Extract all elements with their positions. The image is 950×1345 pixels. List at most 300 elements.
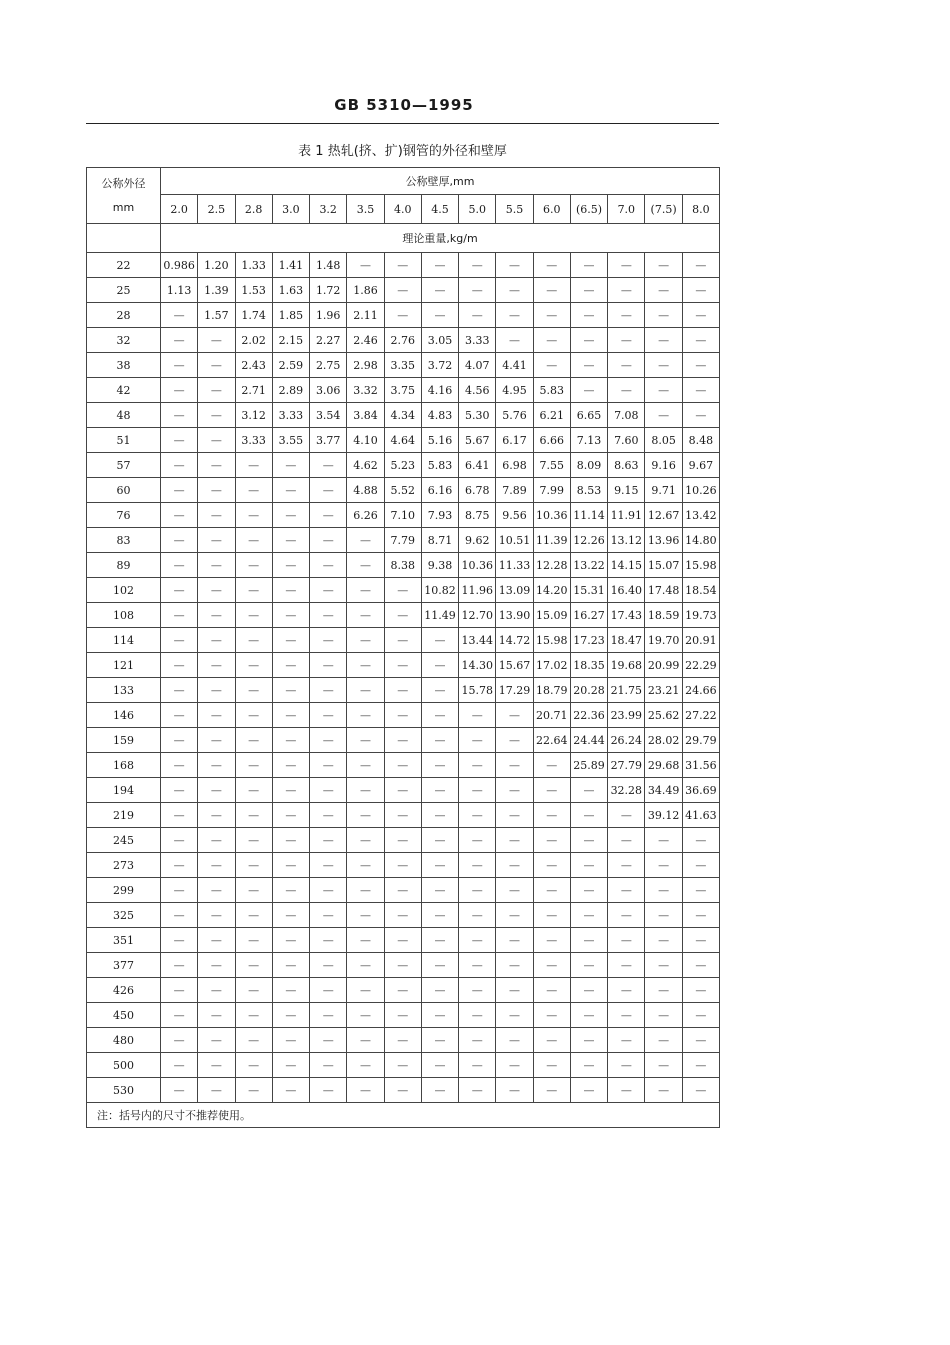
weight-cell: — <box>496 803 533 828</box>
table-row <box>87 603 720 628</box>
weight-cell: 18.54 <box>682 578 719 603</box>
weight-cell: — <box>161 353 198 378</box>
weight-cell: 15.07 <box>645 553 682 578</box>
weight-cell: 2.59 <box>272 353 309 378</box>
weight-cell: 18.47 <box>608 628 645 653</box>
weight-cell: — <box>161 478 198 503</box>
weight-cell: — <box>421 928 458 953</box>
weight-cell: — <box>533 753 570 778</box>
weight-cell: — <box>198 678 235 703</box>
weight-cell: 3.75 <box>384 378 421 403</box>
weight-cell: — <box>682 253 719 278</box>
weight-cell: — <box>198 728 235 753</box>
table-row <box>87 653 720 678</box>
weight-cell: — <box>570 953 607 978</box>
weight-cell: — <box>384 678 421 703</box>
weight-cell: — <box>421 728 458 753</box>
weight-cell: 12.28 <box>533 553 570 578</box>
table-row <box>87 953 720 978</box>
weight-cell: — <box>198 753 235 778</box>
weight-cell: — <box>347 953 384 978</box>
weight-cell: — <box>533 1053 570 1078</box>
weight-cell: 17.29 <box>496 678 533 703</box>
weight-cell: 15.98 <box>533 628 570 653</box>
weight-cell: — <box>384 928 421 953</box>
outer-diameter-cell: 146 <box>87 703 161 728</box>
weight-cell: 4.16 <box>421 378 458 403</box>
weight-cell: — <box>459 303 496 328</box>
weight-cell: — <box>198 528 235 553</box>
weight-cell: — <box>384 828 421 853</box>
weight-cell: — <box>384 253 421 278</box>
weight-cell: — <box>310 1053 347 1078</box>
weight-cell: 1.63 <box>272 278 309 303</box>
table-row <box>87 1053 720 1078</box>
weight-cell: 4.64 <box>384 428 421 453</box>
outer-diameter-cell: 25 <box>87 278 161 303</box>
weight-cell: — <box>161 803 198 828</box>
weight-cell: — <box>682 303 719 328</box>
weight-cell: 4.83 <box>421 403 458 428</box>
weight-cell: — <box>384 878 421 903</box>
weight-cell: 8.38 <box>384 553 421 578</box>
weight-cell: 10.36 <box>533 503 570 528</box>
weight-cell: — <box>459 1028 496 1053</box>
weight-cell: 10.51 <box>496 528 533 553</box>
weight-cell: 1.96 <box>310 303 347 328</box>
weight-cell: — <box>608 953 645 978</box>
weight-cell: — <box>533 828 570 853</box>
weight-cell: — <box>682 378 719 403</box>
weight-cell: — <box>645 278 682 303</box>
weight-cell: — <box>347 1003 384 1028</box>
weight-cell: — <box>198 878 235 903</box>
weight-cell: — <box>198 478 235 503</box>
weight-cell: — <box>570 903 607 928</box>
weight-cell: 11.96 <box>459 578 496 603</box>
weight-cell: 11.39 <box>533 528 570 553</box>
outer-diameter-cell: 48 <box>87 403 161 428</box>
weight-cell: — <box>645 1003 682 1028</box>
table-row <box>87 478 720 503</box>
weight-cell: — <box>347 528 384 553</box>
weight-cell: — <box>310 978 347 1003</box>
weight-cell: 3.33 <box>272 403 309 428</box>
weight-cell: — <box>384 703 421 728</box>
weight-cell: — <box>161 878 198 903</box>
weight-cell: — <box>235 728 272 753</box>
weight-cell: 13.09 <box>496 578 533 603</box>
outer-diameter-cell: 245 <box>87 828 161 853</box>
weight-cell: — <box>310 753 347 778</box>
weight-cell: — <box>645 253 682 278</box>
weight-cell: — <box>682 278 719 303</box>
thickness-value: 3.5 <box>347 195 384 224</box>
weight-cell: — <box>161 653 198 678</box>
weight-cell: — <box>459 728 496 753</box>
outer-diameter-cell: 121 <box>87 653 161 678</box>
weight-cell: 1.33 <box>235 253 272 278</box>
thickness-value: 5.0 <box>459 195 496 224</box>
header-rule <box>86 123 719 124</box>
weight-cell: — <box>682 978 719 1003</box>
table-row <box>87 1078 720 1103</box>
weight-cell: — <box>496 278 533 303</box>
weight-cell: 8.75 <box>459 503 496 528</box>
weight-cell: — <box>608 328 645 353</box>
weight-cell: — <box>235 453 272 478</box>
table-row <box>87 1028 720 1053</box>
weight-cell: — <box>682 828 719 853</box>
weight-cell: — <box>198 553 235 578</box>
weight-cell: — <box>459 1003 496 1028</box>
weight-cell: — <box>384 903 421 928</box>
weight-cell: 2.46 <box>347 328 384 353</box>
weight-cell: 4.07 <box>459 353 496 378</box>
weight-cell: — <box>608 978 645 1003</box>
weight-cell: — <box>198 903 235 928</box>
weight-cell: — <box>496 778 533 803</box>
weight-cell: — <box>310 628 347 653</box>
table-row <box>87 578 720 603</box>
weight-cell: 3.35 <box>384 353 421 378</box>
weight-cell: 8.53 <box>570 478 607 503</box>
weight-cell: — <box>347 803 384 828</box>
weight-cell: 13.90 <box>496 603 533 628</box>
weight-cell: — <box>496 953 533 978</box>
weight-cell: — <box>459 1053 496 1078</box>
weight-cell: — <box>272 903 309 928</box>
weight-cell: — <box>496 903 533 928</box>
weight-cell: — <box>533 778 570 803</box>
weight-cell: — <box>533 353 570 378</box>
weight-cell: — <box>570 328 607 353</box>
weight-cell: 11.91 <box>608 503 645 528</box>
weight-cell: — <box>682 953 719 978</box>
weight-cell: — <box>161 403 198 428</box>
weight-cell: — <box>198 603 235 628</box>
weight-cell: — <box>608 303 645 328</box>
weight-cell: 17.43 <box>608 603 645 628</box>
weight-cell: — <box>533 1028 570 1053</box>
weight-cell: — <box>272 453 309 478</box>
weight-cell: 5.83 <box>421 453 458 478</box>
weight-cell: — <box>198 1028 235 1053</box>
weight-cell: — <box>198 953 235 978</box>
weight-cell: 15.09 <box>533 603 570 628</box>
table-row <box>87 903 720 928</box>
od-header-spacer <box>87 224 161 253</box>
weight-cell: 17.48 <box>645 578 682 603</box>
weight-cell: 22.36 <box>570 703 607 728</box>
weight-cell: — <box>235 1053 272 1078</box>
table-row <box>87 928 720 953</box>
weight-cell: 23.99 <box>608 703 645 728</box>
weight-cell: — <box>272 578 309 603</box>
table-row <box>87 678 720 703</box>
weight-cell: 12.26 <box>570 528 607 553</box>
weight-cell: 19.68 <box>608 653 645 678</box>
weight-cell: 29.68 <box>645 753 682 778</box>
weight-cell: 10.82 <box>421 578 458 603</box>
weight-cell: — <box>235 703 272 728</box>
weight-cell: 14.15 <box>608 553 645 578</box>
weight-cell: — <box>235 1028 272 1053</box>
weight-cell: — <box>161 853 198 878</box>
weight-cell: 2.15 <box>272 328 309 353</box>
weight-cell: — <box>533 1078 570 1103</box>
weight-cell: 8.09 <box>570 453 607 478</box>
weight-cell: — <box>272 678 309 703</box>
weight-cell: — <box>310 678 347 703</box>
weight-cell: — <box>272 703 309 728</box>
weight-cell: — <box>533 253 570 278</box>
weight-cell: 12.67 <box>645 503 682 528</box>
table-row <box>87 528 720 553</box>
weight-cell: 14.80 <box>682 528 719 553</box>
weight-cell: 13.42 <box>682 503 719 528</box>
weight-cell: — <box>272 1078 309 1103</box>
weight-cell: 3.55 <box>272 428 309 453</box>
weight-cell: — <box>496 928 533 953</box>
outer-diameter-cell: 194 <box>87 778 161 803</box>
weight-cell: — <box>235 678 272 703</box>
weight-cell: 5.16 <box>421 428 458 453</box>
weight-cell: — <box>570 1003 607 1028</box>
weight-cell: 28.02 <box>645 728 682 753</box>
weight-cell: — <box>645 353 682 378</box>
weight-cell: — <box>496 303 533 328</box>
weight-cell: — <box>496 853 533 878</box>
weight-cell: — <box>347 603 384 628</box>
weight-cell: 5.23 <box>384 453 421 478</box>
weight-cell: — <box>384 728 421 753</box>
weight-cell: 25.62 <box>645 703 682 728</box>
weight-cell: — <box>272 553 309 578</box>
weight-cell: — <box>198 578 235 603</box>
weight-cell: — <box>347 828 384 853</box>
weight-cell: — <box>272 728 309 753</box>
weight-cell: — <box>310 778 347 803</box>
table-row <box>87 453 720 478</box>
weight-cell: — <box>235 578 272 603</box>
weight-cell: 15.67 <box>496 653 533 678</box>
weight-cell: — <box>272 1003 309 1028</box>
weight-cell: 6.17 <box>496 428 533 453</box>
weight-cell: — <box>235 928 272 953</box>
weight-cell: — <box>235 878 272 903</box>
weight-cell: — <box>272 653 309 678</box>
weight-cell: — <box>608 253 645 278</box>
weight-cell: 4.95 <box>496 378 533 403</box>
outer-diameter-cell: 28 <box>87 303 161 328</box>
weight-cell: — <box>682 928 719 953</box>
weight-cell: 11.33 <box>496 553 533 578</box>
weight-cell: — <box>384 603 421 628</box>
weight-cell: — <box>235 953 272 978</box>
weight-cell: 16.40 <box>608 578 645 603</box>
weight-cell: 2.11 <box>347 303 384 328</box>
weight-cell: — <box>496 328 533 353</box>
weight-cell: 6.21 <box>533 403 570 428</box>
weight-cell: — <box>161 703 198 728</box>
weight-cell: — <box>421 253 458 278</box>
outer-diameter-cell: 480 <box>87 1028 161 1053</box>
weight-cell: 29.79 <box>682 728 719 753</box>
weight-cell: — <box>682 1053 719 1078</box>
weight-cell: — <box>459 278 496 303</box>
weight-cell: — <box>347 1028 384 1053</box>
table-row <box>87 403 720 428</box>
weight-cell: — <box>384 1028 421 1053</box>
weight-cell: — <box>570 978 607 1003</box>
weight-cell: 41.63 <box>682 803 719 828</box>
weight-cell: — <box>645 403 682 428</box>
weight-cell: — <box>235 903 272 928</box>
outer-diameter-cell: 51 <box>87 428 161 453</box>
weight-cell: — <box>310 703 347 728</box>
weight-cell: — <box>310 953 347 978</box>
weight-cell: — <box>533 853 570 878</box>
weight-cell: 15.31 <box>570 578 607 603</box>
weight-cell: — <box>272 603 309 628</box>
weight-cell: — <box>421 778 458 803</box>
weight-cell: — <box>608 278 645 303</box>
weight-cell: — <box>682 403 719 428</box>
weight-cell: — <box>310 828 347 853</box>
weight-cell: — <box>347 728 384 753</box>
weight-cell: — <box>347 753 384 778</box>
weight-cell: 4.88 <box>347 478 384 503</box>
weight-cell: — <box>272 803 309 828</box>
weight-cell: — <box>645 953 682 978</box>
weight-cell: — <box>682 1003 719 1028</box>
weight-cell: 3.12 <box>235 403 272 428</box>
weight-cell: — <box>161 978 198 1003</box>
weight-cell: 3.33 <box>235 428 272 453</box>
weight-cell: 15.78 <box>459 678 496 703</box>
weight-cell: — <box>347 578 384 603</box>
weight-cell: — <box>347 1078 384 1103</box>
outer-diameter-cell: 159 <box>87 728 161 753</box>
weight-cell: — <box>459 778 496 803</box>
thickness-value: 4.0 <box>384 195 421 224</box>
weight-cell: — <box>421 853 458 878</box>
weight-cell: 6.41 <box>459 453 496 478</box>
weight-cell: — <box>235 653 272 678</box>
weight-cell: — <box>421 278 458 303</box>
weight-cell: — <box>459 753 496 778</box>
weight-cell: — <box>608 928 645 953</box>
weight-cell: — <box>682 878 719 903</box>
weight-cell: — <box>645 1053 682 1078</box>
weight-cell: — <box>608 878 645 903</box>
weight-cell: 6.98 <box>496 453 533 478</box>
weight-cell: — <box>421 1028 458 1053</box>
weight-cell: — <box>645 928 682 953</box>
weight-cell: 5.52 <box>384 478 421 503</box>
weight-cell: — <box>459 978 496 1003</box>
weight-cell: — <box>161 1078 198 1103</box>
weight-cell: 10.26 <box>682 478 719 503</box>
outer-diameter-cell: 299 <box>87 878 161 903</box>
weight-cell: — <box>235 528 272 553</box>
outer-diameter-cell: 83 <box>87 528 161 553</box>
weight-cell: — <box>496 1003 533 1028</box>
weight-cell: 7.99 <box>533 478 570 503</box>
weight-cell: — <box>235 503 272 528</box>
weight-cell: — <box>310 1003 347 1028</box>
weight-cell: — <box>310 553 347 578</box>
weight-cell: 13.12 <box>608 528 645 553</box>
weight-cell: 18.35 <box>570 653 607 678</box>
weight-cell: 34.49 <box>645 778 682 803</box>
weight-cell: — <box>421 653 458 678</box>
weight-cell: 5.67 <box>459 428 496 453</box>
weight-cell: — <box>198 403 235 428</box>
weight-cell: — <box>161 453 198 478</box>
table-row <box>87 978 720 1003</box>
weight-cell: — <box>272 528 309 553</box>
weight-cell: — <box>384 853 421 878</box>
weight-cell: 22.29 <box>682 653 719 678</box>
weight-cell: — <box>384 1003 421 1028</box>
weight-cell: — <box>645 1078 682 1103</box>
table-body <box>87 253 720 1103</box>
weight-cell: — <box>421 678 458 703</box>
weight-cell: — <box>272 1028 309 1053</box>
weight-cell: 7.89 <box>496 478 533 503</box>
weight-cell: — <box>198 453 235 478</box>
weight-cell: — <box>161 1028 198 1053</box>
weight-cell: — <box>496 728 533 753</box>
weight-cell: — <box>161 828 198 853</box>
weight-cell: — <box>310 1028 347 1053</box>
weight-header: 理论重量,kg/m <box>161 224 720 253</box>
weight-cell: — <box>161 528 198 553</box>
weight-cell: — <box>459 953 496 978</box>
thickness-value: (6.5) <box>570 195 607 224</box>
weight-cell: — <box>272 978 309 1003</box>
weight-cell: 9.16 <box>645 453 682 478</box>
weight-cell: — <box>272 828 309 853</box>
weight-cell: 12.70 <box>459 603 496 628</box>
weight-cell: 1.39 <box>198 278 235 303</box>
weight-cell: — <box>608 1078 645 1103</box>
weight-cell: 1.57 <box>198 303 235 328</box>
weight-cell: — <box>347 978 384 1003</box>
weight-cell: — <box>272 1053 309 1078</box>
standard-code: GB 5310—1995 <box>334 96 474 114</box>
weight-cell: — <box>421 703 458 728</box>
weight-cell: 2.02 <box>235 328 272 353</box>
weight-cell: 23.21 <box>645 678 682 703</box>
weight-cell: 1.86 <box>347 278 384 303</box>
weight-cell: — <box>272 878 309 903</box>
weight-cell: 20.91 <box>682 628 719 653</box>
weight-cell: — <box>272 628 309 653</box>
weight-cell: 2.76 <box>384 328 421 353</box>
weight-cell: — <box>570 828 607 853</box>
weight-cell: 1.41 <box>272 253 309 278</box>
thickness-value: 2.0 <box>161 195 198 224</box>
weight-cell: — <box>198 628 235 653</box>
weight-cell: 3.33 <box>459 328 496 353</box>
weight-cell: 10.36 <box>459 553 496 578</box>
weight-cell: 1.53 <box>235 278 272 303</box>
pipe-dimension-table <box>86 167 720 1128</box>
weight-cell: — <box>198 928 235 953</box>
